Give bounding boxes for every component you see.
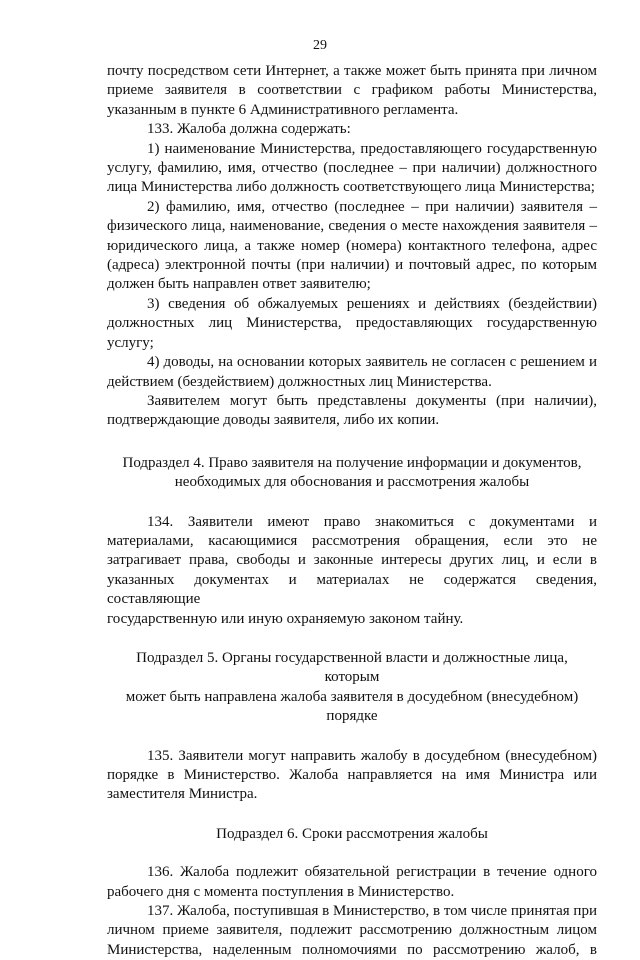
text-line: указанных документах и материалах не содержатся сведения, составляющие [107,571,597,608]
section-heading-line: порядке [326,708,378,725]
text-line: должен быть направлен ответ заявителю; [107,276,371,293]
section-heading-line: необходимых для обоснования и рассмотрения жалобы [174,474,530,491]
section-heading-line: Подраздел 5. Органы государственной власти и должностные лица, которым [136,649,568,686]
vertical-space [107,431,597,454]
text-line: затрагивает права, свободы и законные интересы других лиц, и если в [107,552,597,569]
text-line: 4) доводы, на основании которых заявитель не согласен с решением и [147,354,597,371]
text-line: 2) фамилию, имя, отчество (последнее – при наличии) заявителя – [147,198,597,215]
document-body [107,62,597,960]
text-line: 135. Заявители могут направить жалобу в досудебном (внесудебном) [147,747,597,764]
text-line: подтверждающие доводы заявителя, либо их копии. [107,412,440,429]
vertical-space [107,727,597,747]
text-line: услугу; [107,334,154,351]
vertical-space [107,493,597,513]
section-heading-line: может быть направлена жалоба заявителя в досудебном (внесудебном) [125,688,579,705]
vertical-space [107,629,597,649]
vertical-space [107,844,597,863]
text-line: действием (бездействием) должностных лиц Министерства. [107,373,492,390]
text-line: лица Министерства либо должность соответствующего лица Министерства; [107,179,595,196]
text-line: рабочего дня с момента поступления в Министерство. [107,883,455,900]
text-line: почту посредством сети Интернет, а также может быть принята при личном [107,63,597,79]
text-line: 137. Жалоба, поступившая в Министерство, в том числе принятая при [147,903,597,920]
vertical-space [107,805,597,825]
text-line: указанным в пункте 6 Административного регламента. [107,101,459,118]
text-line: личном приеме заявителя, подлежит рассмотрению должностным лицом [107,922,597,939]
text-line: государственную или иную охраняемую законом тайну. [107,610,464,627]
text-line: (адреса) электронной почты (при наличии) и почтовый адрес, по которым [107,257,597,274]
text-line: должностных лиц Министерства, предоставляющих государственную [107,315,597,332]
text-line: 133. Жалоба должна содержать: [147,121,351,138]
text-line: физического лица, наименование, сведения о месте нахождения заявителя – [107,218,597,235]
section-heading-line: Подраздел 4. Право заявителя на получение информации и документов, [122,454,582,471]
text-line: 134. Заявители имеют право знакомиться с документами и [147,513,597,530]
text-line: порядке в Министерство. Жалоба направляется на имя Министра или [107,767,597,783]
text-line: заместителя Министра. [107,786,258,803]
text-line: 3) сведения об обжалуемых решениях и действиях (бездействии) [147,295,597,312]
text-line: приеме заявителя в соответствии с графиком работы Министерства, [107,82,597,99]
text-line: материалами, касающимися рассмотрения обращения, если это не [107,532,597,549]
section-heading-line: Подраздел 6. Сроки рассмотрения жалобы [216,825,488,842]
page-number: 29 [313,38,327,53]
text-line: Министерства, наделенным полномочиями по рассмотрению жалоб, в [107,941,597,958]
text-line: 136. Жалоба подлежит обязательной регистрации в течение одного [147,864,597,881]
text-line: услугу, фамилию, имя, отчество (последнее – при наличии) должностного [107,160,597,177]
text-line: 1) наименование Министерства, предоставляющего государственную [147,140,597,157]
text-line: Заявителем могут быть представлены документы (при наличии), [147,392,597,409]
text-line: юридического лица, а также номер (номера) контактного телефона, адрес [107,237,597,254]
